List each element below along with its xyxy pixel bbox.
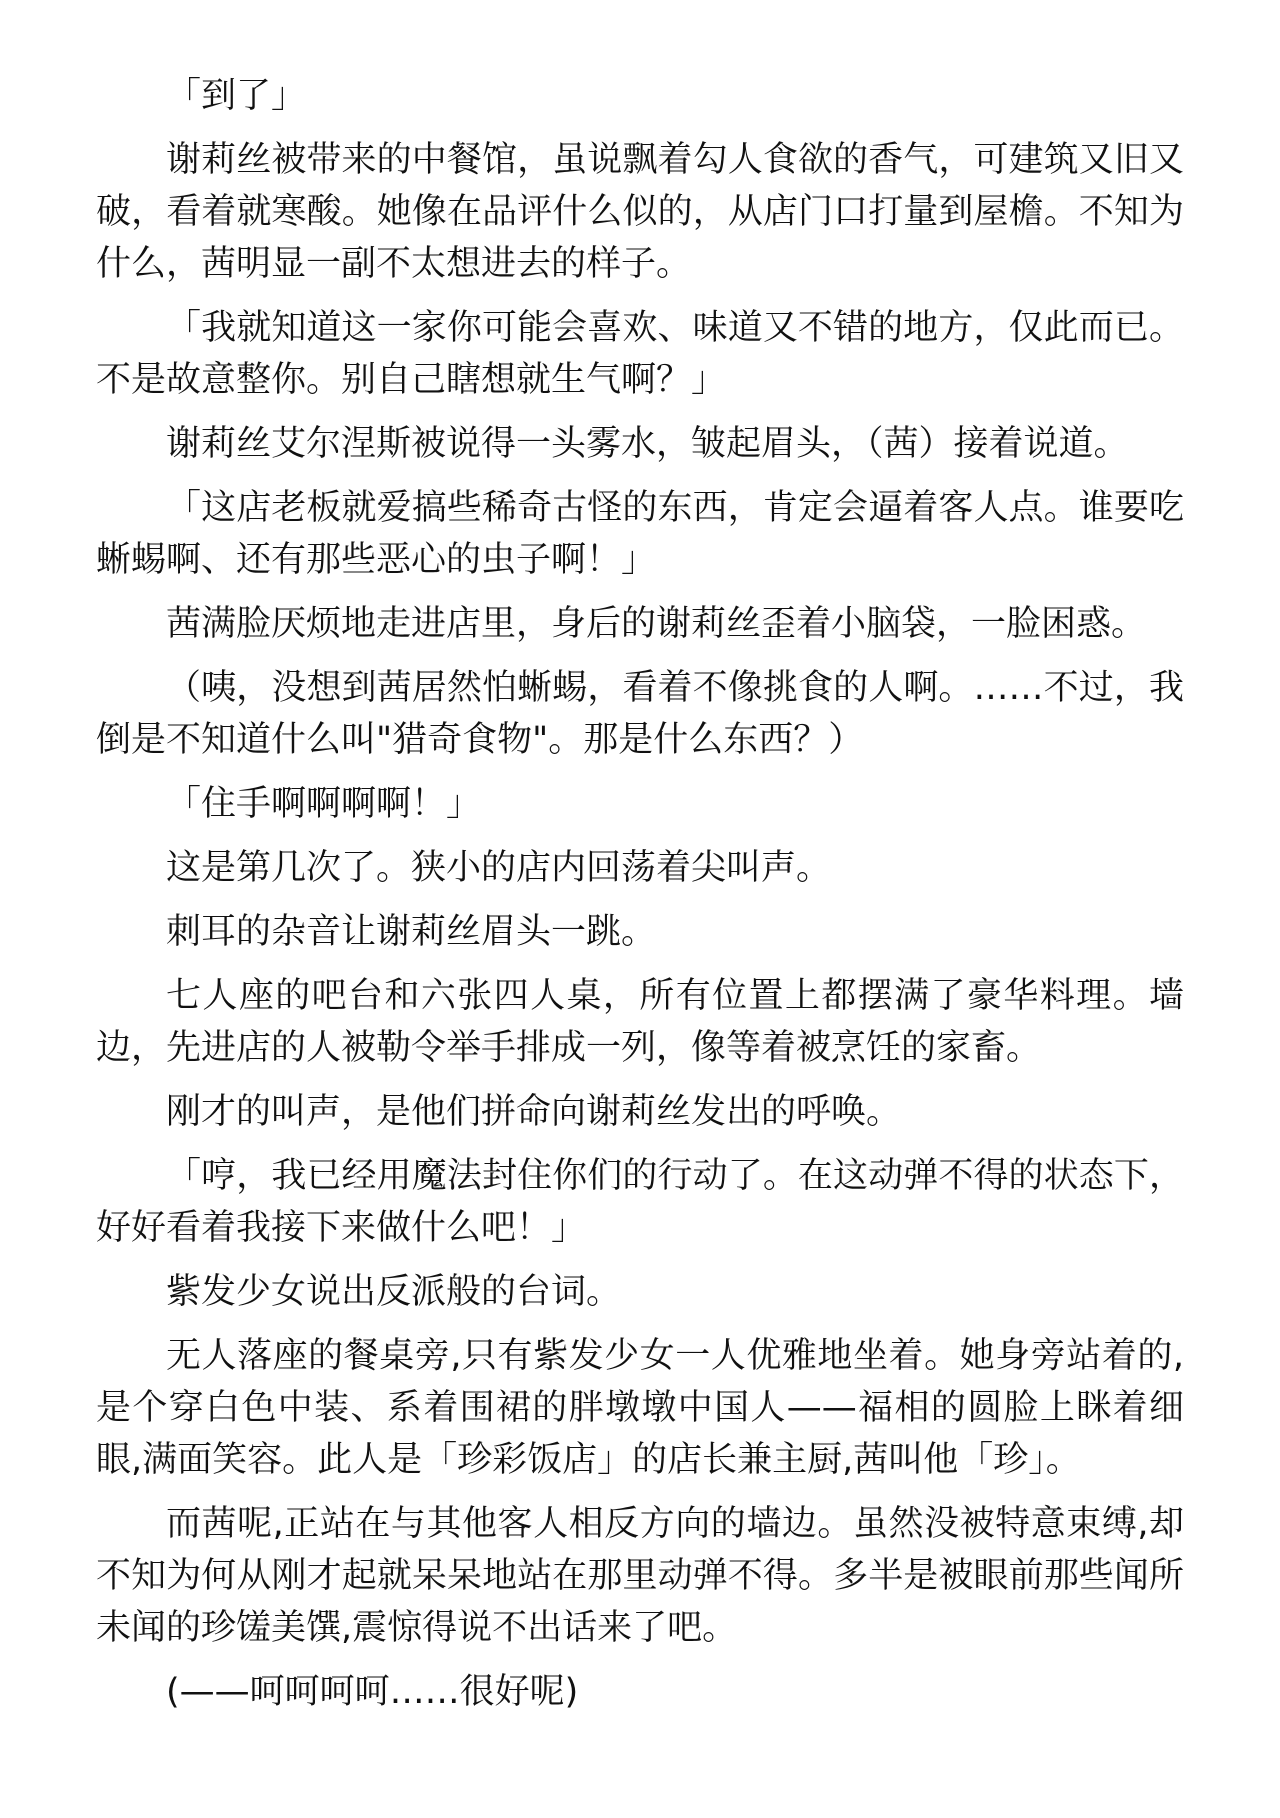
paragraph: 谢莉丝被带来的中餐馆，虽说飘着勾人食欲的香气，可建筑又旧又破，看着就寒酸。她像在品评什么似的，从店门口打量到屋檐。不知为什么，茜明显一副不太想进去的样子。 — [96, 140, 1184, 284]
paragraph: 谢莉丝艾尔涅斯被说得一头雾水，皱起眉头，（茜）接着说道。 — [166, 424, 1129, 464]
paragraph: 紫发少女说出反派般的台词。 — [166, 1272, 622, 1312]
paragraph: 「到了」 — [166, 76, 307, 116]
paragraph: 「住手啊啊啊啊！」 — [166, 784, 482, 824]
paragraph: 而茜呢,正站在与其他客人相反方向的墙边。虽然没被特意束缚,却不知为何从刚才起就呆呆地站在那里动弹不得。多半是被眼前那些闻所未闻的珍馐美馔,震惊得说不出话来了吧。 — [96, 1504, 1184, 1648]
paragraph: （咦，没想到茜居然怕蜥蜴，看着不像挑食的人啊。……不过，我倒是不知道什么叫"猎奇食物"。那是什么东西？） — [96, 668, 1184, 760]
paragraph: (——呵呵呵呵……很好呢) — [166, 1672, 579, 1712]
paragraph: 这是第几次了。狭小的店内回荡着尖叫声。 — [166, 848, 832, 888]
paragraph: 「这店老板就爱搞些稀奇古怪的东西，肯定会逼着客人点。谁要吃蜥蜴啊、还有那些恶心的虫子啊！」 — [96, 488, 1184, 580]
paragraph: 「哼，我已经用魔法封住你们的行动了。在这动弹不得的状态下，好好看着我接下来做什么吧！」 — [96, 1156, 1184, 1248]
paragraph: 刚才的叫声，是他们拼命向谢莉丝发出的呼唤。 — [166, 1092, 902, 1132]
paragraph: 「我就知道这一家你可能会喜欢、味道又不错的地方，仅此而已。不是故意整你。别自己瞎想就生气啊？」 — [96, 308, 1184, 400]
paragraph: 茜满脸厌烦地走进店里，身后的谢莉丝歪着小脑袋，一脸困惑。 — [166, 604, 1147, 644]
paragraph: 刺耳的杂音让谢莉丝眉头一跳。 — [166, 912, 657, 952]
paragraph: 无人落座的餐桌旁,只有紫发少女一人优雅地坐着。她身旁站着的,是个穿白色中装、系着围裙的胖墩墩中国人——福相的圆脸上眯着细眼,满面笑容。此人是「珍彩饭店」的店长兼主厨,茜叫他「珍」。 — [96, 1336, 1184, 1480]
paragraph: 七人座的吧台和六张四人桌，所有位置上都摆满了豪华料理。墙边，先进店的人被勒令举手排成一列，像等着被烹饪的家畜。 — [96, 976, 1184, 1068]
